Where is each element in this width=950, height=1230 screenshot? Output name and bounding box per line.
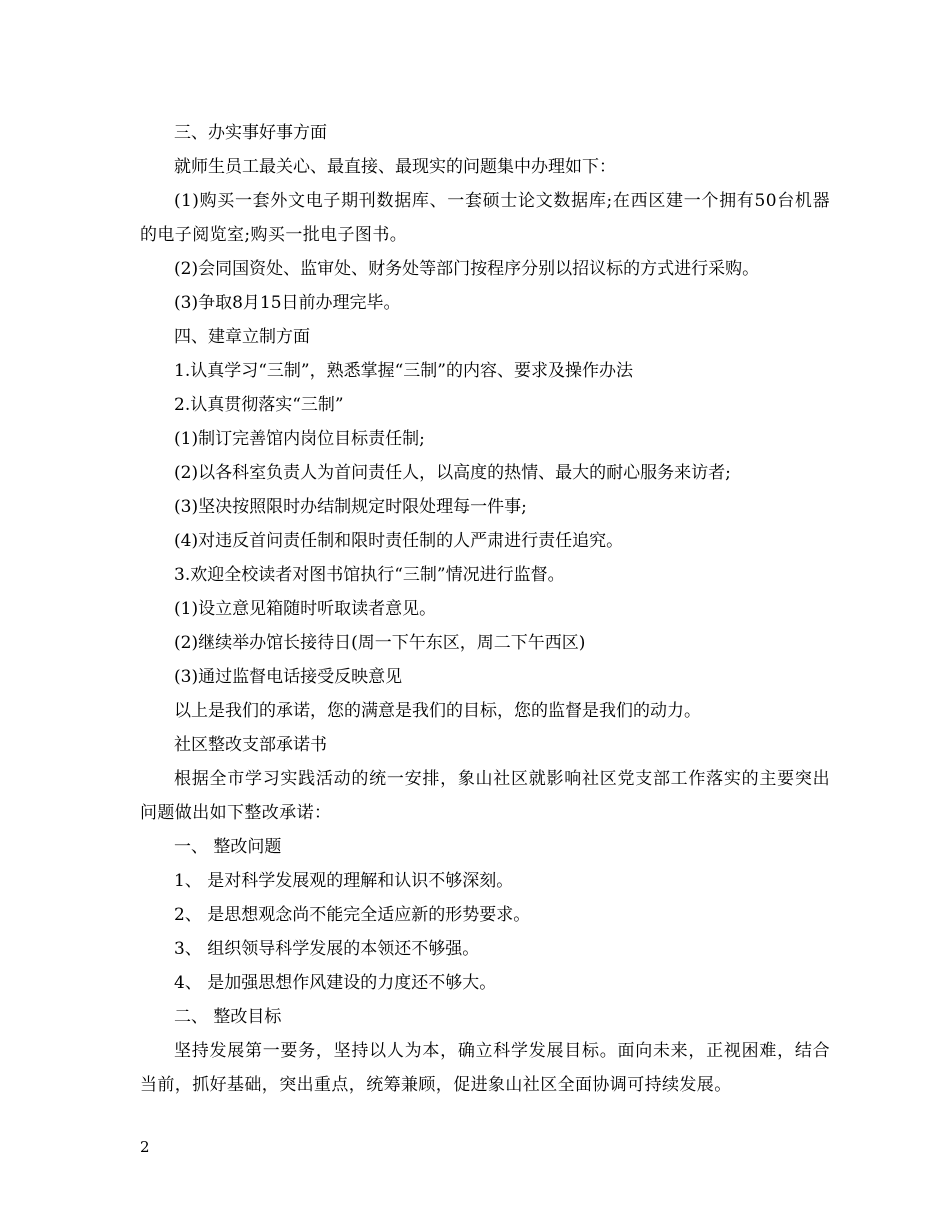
list-item: (3)争取8月15日前办理完毕。 — [174, 293, 401, 313]
numbered-item: 1.认真学习“三制”，熟悉掌握“三制”的内容、要求及操作办法 — [174, 361, 633, 381]
section-heading-3: 三、办实事好事方面 — [174, 123, 327, 143]
list-item: (2)会同国资处、监审处、财务处等部门按程序分别以招议标的方式进行采购。 — [174, 259, 760, 279]
paragraph: 就师生员工最关心、最直接、最现实的问题集中办理如下： — [174, 157, 616, 177]
document-title: 社区整改支部承诺书 — [174, 735, 327, 755]
closing-paragraph: 以上是我们的承诺，您的满意是我们的目标，您的监督是我们的动力。 — [174, 701, 701, 721]
list-item: (1)购买一套外文电子期刊数据库、一套硕士论文数据库;在西区建一个拥有50台机器的电子阅览室;购买一批电子图书。 — [140, 191, 830, 245]
list-item: (3)坚决按照限时办结制规定时限处理每一件事; — [174, 497, 527, 517]
section-heading-4: 四、建章立制方面 — [174, 327, 310, 347]
document-body — [140, 116, 830, 1102]
intro-paragraph: 根据全市学习实践活动的统一安排，象山社区就影响社区党支部工作落实的主要突出问题做出如下整改承诺： — [140, 769, 830, 823]
list-item: (1)制订完善馆内岗位目标责任制; — [174, 429, 425, 449]
issue-item: 2、 是思想观念尚不能完全适应新的形势要求。 — [174, 905, 531, 925]
issue-item: 1、 是对科学发展观的理解和认识不够深刻。 — [174, 871, 514, 891]
list-item: (3)通过监督电话接受反映意见 — [174, 667, 403, 687]
issue-item: 3、 组织领导科学发展的本领还不够强。 — [174, 939, 480, 959]
numbered-item: 2.认真贯彻落实“三制” — [174, 395, 344, 415]
list-item: (2)以各科室负责人为首问责任人，以高度的热情、最大的耐心服务来访者; — [174, 463, 731, 483]
numbered-item: 3.欢迎全校读者对图书馆执行“三制”情况进行监督。 — [174, 565, 565, 585]
list-item: (1)设立意见箱随时听取读者意见。 — [174, 599, 437, 619]
page-number: 2 — [140, 1138, 150, 1156]
list-item: (4)对违反首问责任制和限时责任制的人严肃进行责任追究。 — [174, 531, 624, 551]
section-heading-1: 一、 整改问题 — [174, 837, 282, 857]
section-heading-2: 二、 整改目标 — [174, 1007, 282, 1027]
list-item: (2)继续举办馆长接待日(周一下午东区，周二下午西区) — [174, 633, 586, 653]
goal-paragraph: 坚持发展第一要务，坚持以人为本，确立科学发展目标。面向未来，正视困难，结合当前，抓好基础，突出重点，统筹兼顾，促进象山社区全面协调可持续发展。 — [140, 1041, 830, 1095]
issue-item: 4、 是加强思想作风建设的力度还不够大。 — [174, 973, 497, 993]
